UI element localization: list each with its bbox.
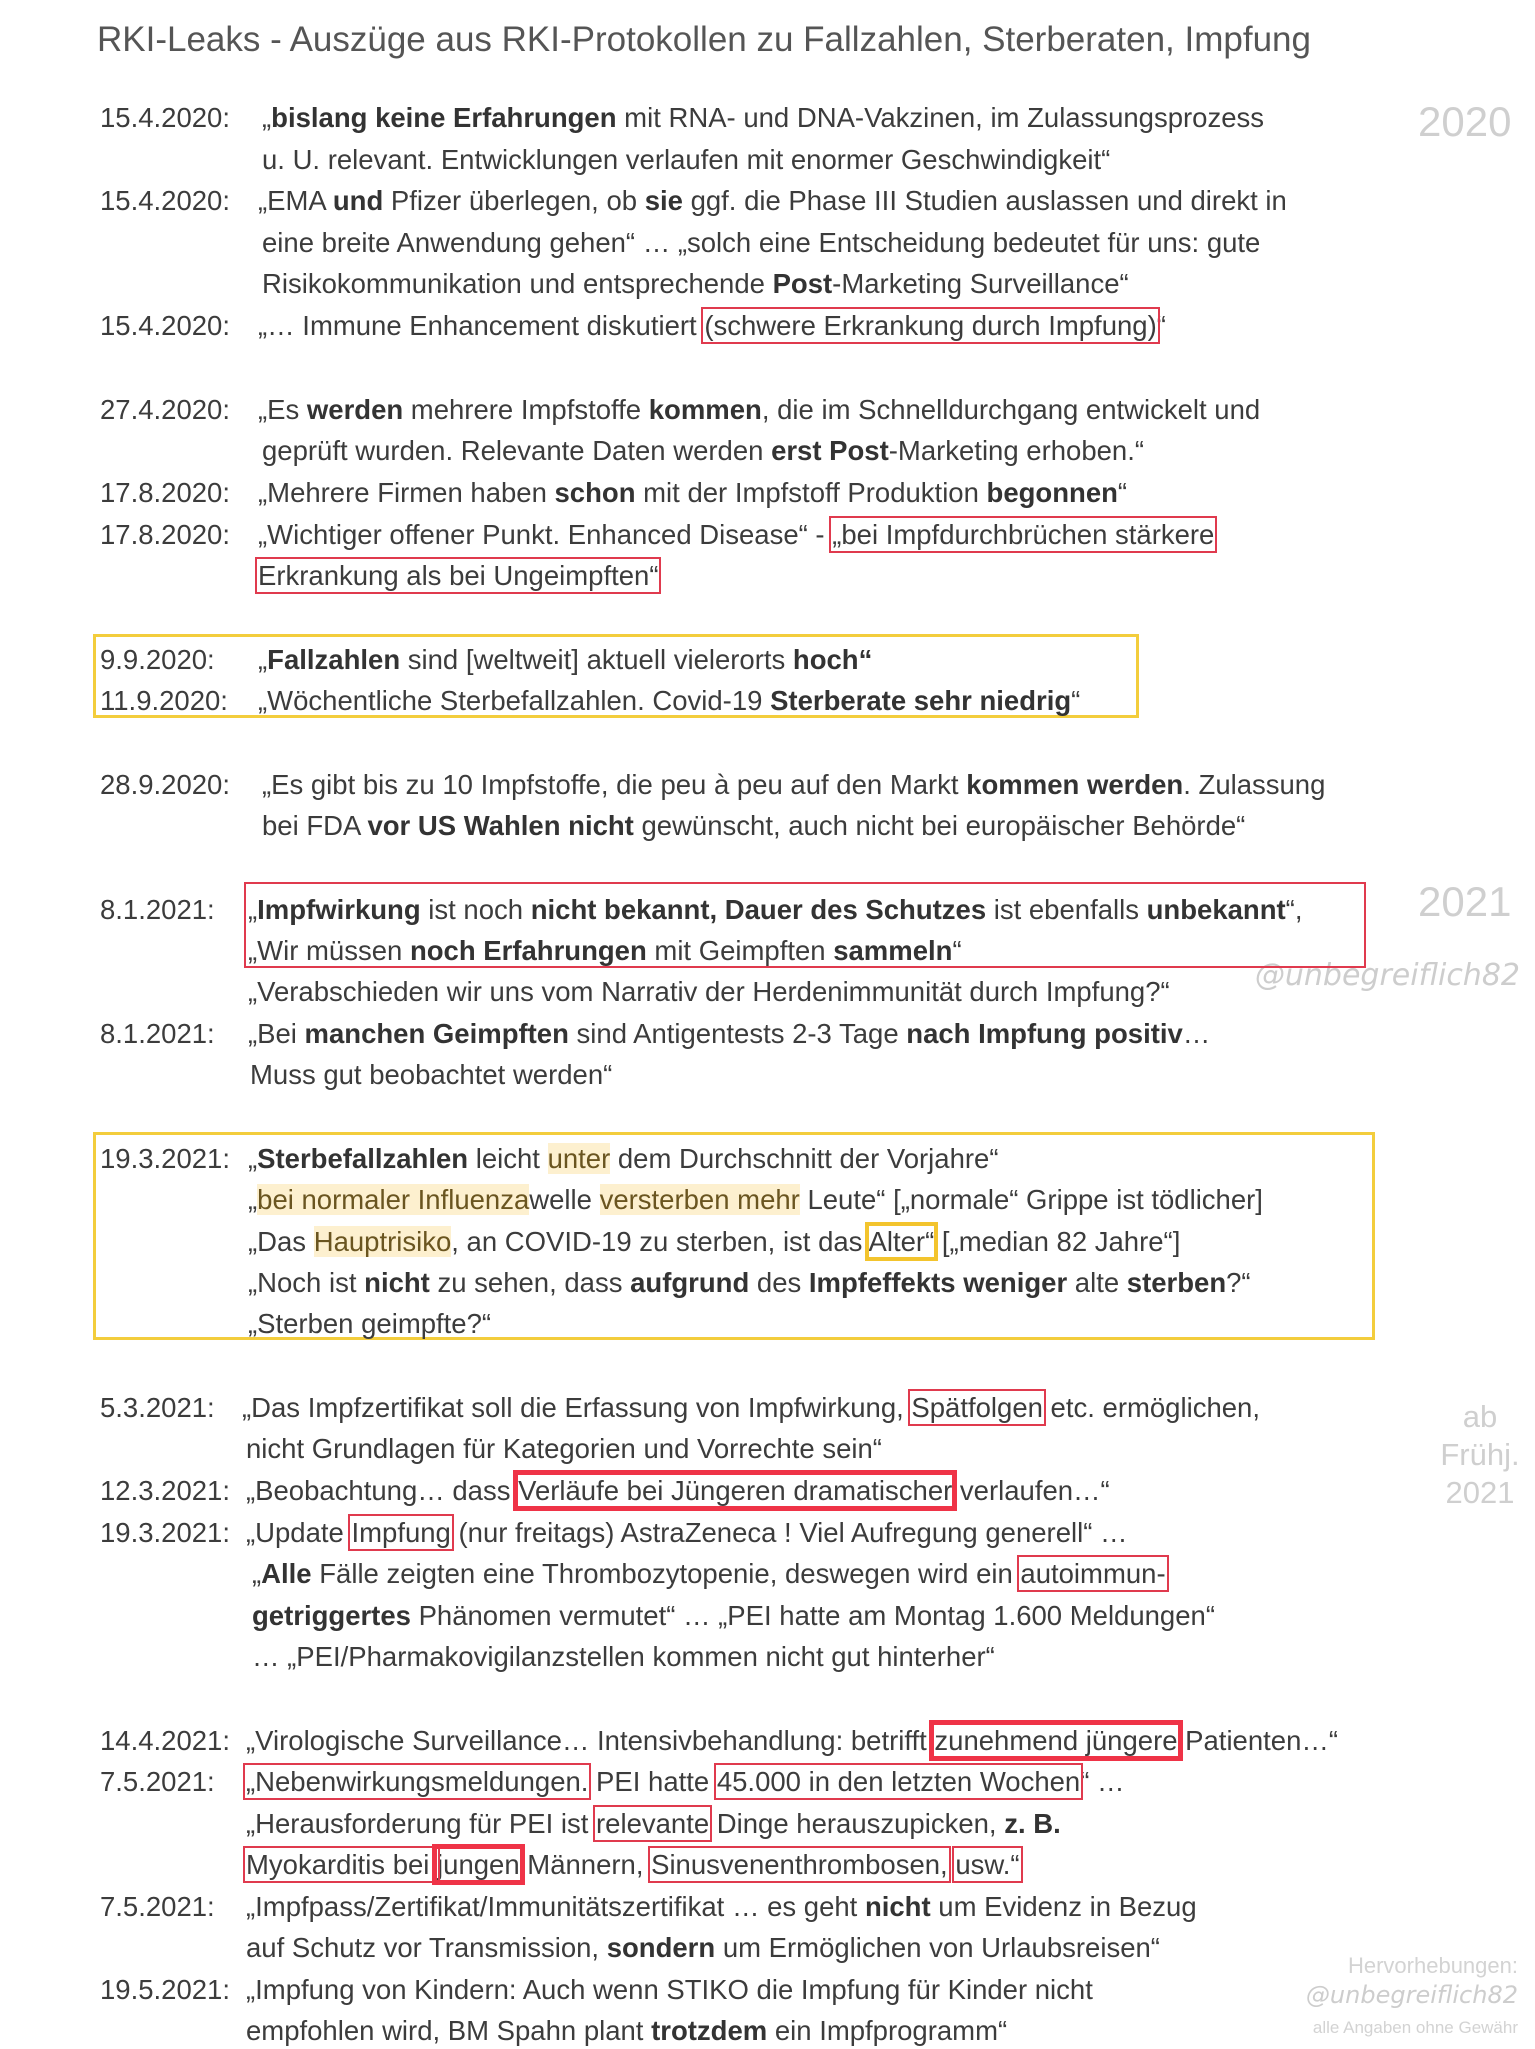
- quote-text: PEI hatte: [588, 1766, 717, 1797]
- quote-text: etc. ermöglichen,: [1042, 1392, 1260, 1423]
- quote-text: “,: [1285, 894, 1303, 925]
- entry-date: 19.3.2021:: [100, 1143, 230, 1174]
- quote-text: Fälle zeigten eine Thrombozytopenie, deswegen wird ein: [311, 1558, 1021, 1589]
- entry-quote-line: [246, 2013, 1007, 2049]
- quote-text: Leute“ [„normale“ Grippe ist tödlicher]: [799, 1184, 1263, 1215]
- quote-text: Patienten…“: [1177, 1725, 1339, 1756]
- footer-disclaimer: alle Angaben ohne Gewähr: [1312, 2018, 1518, 2037]
- quote-text: alte: [1067, 1267, 1127, 1298]
- quote-text: „Verabschieden wir uns vom Narrativ der Herdenimmunität durch Impfung?“: [248, 976, 1170, 1007]
- quote-text: u. U. relevant. Entwicklungen verlaufen mit enormer Geschwindigkeit“: [262, 144, 1111, 175]
- red-thick-highlight-box: zunehmend jüngere: [934, 1725, 1178, 1756]
- quote-text: „Noch ist: [248, 1267, 365, 1298]
- bold-emphasis: manchen Geimpften: [304, 1018, 569, 1049]
- red-highlight-box: autoimmun-: [1020, 1558, 1166, 1589]
- quote-text: mit Geimpften: [646, 935, 834, 966]
- bold-emphasis: Alle: [261, 1558, 312, 1589]
- quote-text: „Das: [248, 1226, 314, 1257]
- bold-emphasis: Impfwirkung: [257, 894, 421, 925]
- red-highlight-box: Spätfolgen: [911, 1392, 1043, 1423]
- quote-text: zu sehen, dass: [429, 1267, 631, 1298]
- quote-text: Muss gut beobachtet werden“: [250, 1059, 613, 1090]
- bold-emphasis: Fallzahlen: [267, 644, 401, 675]
- bold-emphasis: getriggertes: [252, 1600, 411, 1631]
- red-highlight-box: „Nebenwirkungsmeldungen.: [246, 1766, 589, 1797]
- quote-text: geprüft wurden. Relevante Daten werden: [262, 435, 772, 466]
- quote-text: mehrere Impfstoffe: [403, 394, 649, 425]
- entry-quote-line: [246, 1764, 1125, 1800]
- quote-text: nicht Grundlagen für Kategorien und Vorrechte sein“: [246, 1433, 882, 1464]
- entry-date: 7.5.2021:: [100, 1891, 215, 1922]
- quote-text: „Impfpass/Zertifikat/Immunitätszertifikat … es geht: [246, 1891, 865, 1922]
- entry-quote-line: [262, 266, 1129, 302]
- quote-text: „Es: [258, 394, 307, 425]
- bold-emphasis: sterben: [1126, 1267, 1227, 1298]
- quote-text: leicht: [468, 1143, 548, 1174]
- quote-text: bei FDA: [262, 810, 368, 841]
- quote-text: „Sterben geimpfte?“: [248, 1308, 492, 1339]
- quote-text: . Zulassung: [1183, 769, 1326, 800]
- quote-text: sind [weltweit] aktuell vielerorts: [400, 644, 793, 675]
- entry-quote-line: [262, 433, 1144, 469]
- quote-text: -Marketing erhoben.“: [888, 435, 1145, 466]
- entry-quote-line: [246, 1806, 1061, 1842]
- entry-quote-line: [252, 1639, 995, 1675]
- page-title: RKI-Leaks - Auszüge aus RKI-Protokollen zu Fallzahlen, Sterberaten, Impfung: [97, 20, 1311, 59]
- quote-text: “ …: [1080, 1766, 1125, 1797]
- bold-emphasis: Post: [772, 268, 833, 299]
- quote-text: dem Durchschnitt der Vorjahre“: [610, 1143, 999, 1174]
- entry-date: 8.1.2021:: [100, 1018, 215, 1049]
- yellow-text-highlight: Hauptrisiko: [313, 1226, 452, 1257]
- entry-quote-line: [248, 1016, 1210, 1052]
- entry-date: 19.5.2021:: [100, 1974, 230, 2005]
- spring-label-line-1: ab: [1462, 1399, 1498, 1434]
- quote-text: ?“: [1226, 1267, 1251, 1298]
- bold-emphasis: Impfeffekts weniger: [808, 1267, 1068, 1298]
- entry-quote-line: [258, 683, 1080, 719]
- quote-text: -Marketing Surveillance“: [832, 268, 1129, 299]
- quote-text: , die im Schnelldurchgang entwickelt und: [761, 394, 1261, 425]
- quote-text: „: [262, 102, 272, 133]
- entry-date: 7.5.2021:: [100, 1766, 215, 1797]
- entry-date: 17.8.2020:: [100, 519, 230, 550]
- quote-text: auf Schutz vor Transmission,: [246, 1932, 607, 1963]
- bold-emphasis: schon: [554, 477, 636, 508]
- entry-quote-line: [258, 558, 658, 594]
- entry-quote-line: [248, 1306, 491, 1342]
- entry-quote-line: [248, 1182, 1263, 1218]
- bold-emphasis: kommen werden: [966, 769, 1184, 800]
- entry-quote-line: [248, 933, 962, 969]
- entry-quote-line: [262, 225, 1260, 261]
- bold-emphasis: vor US Wahlen nicht: [367, 810, 634, 841]
- entry-quote-line: [258, 308, 1166, 344]
- quote-text: (nur freitags) AstraZeneca ! Viel Aufregung generell“ …: [450, 1517, 1128, 1548]
- quote-text: „Wir müssen: [248, 935, 410, 966]
- quote-text: „Impfung von Kindern: Auch wenn STIKO die Impfung für Kinder nicht: [246, 1974, 1093, 2005]
- quote-text: “: [1156, 310, 1166, 341]
- entry-date: 28.9.2020:: [100, 769, 230, 800]
- red-highlight-box: (schwere Erkrankung durch Impfung): [704, 310, 1157, 341]
- footer-highlights-label: Hervorhebungen:: [1347, 1953, 1518, 1978]
- quote-text: , an COVID-19 zu sterben, ist das: [451, 1226, 869, 1257]
- quote-text: um Evidenz in Bezug: [930, 1891, 1197, 1922]
- entry-date: 5.3.2021:: [100, 1392, 215, 1423]
- entry-quote-line: [258, 475, 1127, 511]
- bold-emphasis: und: [332, 185, 384, 216]
- quote-text: Pfizer überlegen, ob: [383, 185, 645, 216]
- year-label-2020: 2020: [1418, 98, 1512, 145]
- entry-quote-line: [246, 1473, 1110, 1509]
- bold-emphasis: begonnen: [986, 477, 1118, 508]
- quote-text: „Update: [246, 1517, 352, 1548]
- yellow-highlight-box: Alter“: [868, 1226, 935, 1257]
- entry-date: 19.3.2021:: [100, 1517, 230, 1548]
- quote-text: „: [248, 1184, 258, 1215]
- quote-text: „Mehrere Firmen haben: [258, 477, 555, 508]
- entry-quote-line: [246, 1515, 1128, 1551]
- entry-quote-line: [246, 1972, 1093, 2008]
- quote-text: empfohlen wird, BM Spahn plant: [246, 2015, 652, 2046]
- quote-text: “: [1117, 477, 1128, 508]
- quote-text: welle: [529, 1184, 600, 1215]
- quote-text: mit der Impfstoff Produktion: [635, 477, 987, 508]
- quote-text: “: [952, 935, 962, 966]
- bold-emphasis: nicht: [864, 1891, 931, 1922]
- year-label-2021: 2021: [1418, 878, 1512, 925]
- quote-text: ist ebenfalls: [986, 894, 1147, 925]
- bold-emphasis: nicht bekannt, Dauer des Schutzes: [530, 894, 987, 925]
- entry-quote-line: [258, 517, 1214, 553]
- quote-text: „Das Impfzertifikat soll die Erfassung von Impfwirkung,: [242, 1392, 912, 1423]
- quote-text: [„median 82 Jahre“]: [934, 1226, 1181, 1257]
- yellow-text-highlight: bei normaler Influenza: [257, 1184, 530, 1215]
- red-highlight-box: Sinusvenenthrombosen,: [651, 1849, 948, 1880]
- entry-quote-line: [252, 1556, 1166, 1592]
- bold-emphasis: hoch“: [792, 644, 873, 675]
- entry-quote-line: [248, 974, 1170, 1010]
- quote-text: um Ermöglichen von Urlaubsreisen“: [715, 1932, 1160, 1963]
- entry-date: 11.9.2020:: [100, 685, 228, 716]
- quote-text: ein Impfprogramm“: [767, 2015, 1008, 2046]
- entry-quote-line: [242, 1390, 1260, 1426]
- bold-emphasis: sie: [644, 185, 683, 216]
- quote-text: „: [252, 1558, 262, 1589]
- quote-text: „Bei: [248, 1018, 305, 1049]
- entry-quote-line: [258, 392, 1260, 428]
- entry-quote-line: [246, 1889, 1197, 1925]
- entry-date: 12.3.2021:: [100, 1475, 230, 1506]
- quote-text: „: [248, 894, 258, 925]
- bold-emphasis: sondern: [606, 1932, 716, 1963]
- red-highlight-box: Erkrankung als bei Ungeimpften“: [258, 560, 659, 591]
- entry-date: 15.4.2020:: [100, 185, 230, 216]
- quote-text: „Es gibt bis zu 10 Impfstoffe, die peu à peu auf den Markt: [262, 769, 967, 800]
- bold-emphasis: trotzdem: [651, 2015, 768, 2046]
- quote-text: „Wichtiger offener Punkt. Enhanced Disease“ -: [258, 519, 833, 550]
- entry-quote-line: [246, 1723, 1338, 1759]
- quote-text: ggf. die Phase III Studien auslassen und direkt in: [682, 185, 1287, 216]
- entry-date: 15.4.2020:: [100, 310, 230, 341]
- entry-quote-line: [258, 183, 1287, 219]
- quote-text: Dinge herauszupicken,: [709, 1808, 1005, 1839]
- quote-text: …: [1182, 1018, 1211, 1049]
- bold-emphasis: werden: [306, 394, 404, 425]
- entry-quote-line: [262, 808, 1245, 844]
- quote-text: mit RNA- und DNA-Vakzinen, im Zulassungsprozess: [616, 102, 1265, 133]
- entry-quote-line: [252, 1598, 1215, 1634]
- entry-quote-line: [250, 1057, 612, 1093]
- entry-quote-line: [246, 1431, 882, 1467]
- quote-text: ist noch: [420, 894, 531, 925]
- footer-handle: @unbegreiflich82: [1305, 1981, 1518, 2009]
- bold-emphasis: nicht: [364, 1267, 430, 1298]
- quote-text: Risikokommunikation und entsprechende: [262, 268, 773, 299]
- entry-date: 14.4.2021:: [100, 1725, 230, 1756]
- red-thick-highlight-box: Verläufe bei Jüngeren dramatischer: [518, 1475, 953, 1506]
- bold-emphasis: Sterbefallzahlen: [257, 1143, 469, 1174]
- red-highlight-box: relevante: [596, 1808, 710, 1839]
- bold-emphasis: bislang keine Erfahrungen: [271, 102, 617, 133]
- bold-emphasis: nach Impfung positiv: [906, 1018, 1183, 1049]
- entry-quote-line: [262, 767, 1325, 803]
- entry-quote-line: [246, 1847, 1020, 1883]
- entry-quote-line: [248, 1265, 1251, 1301]
- quote-text: verlaufen…“: [952, 1475, 1110, 1506]
- bold-emphasis: aufgrund: [630, 1267, 750, 1298]
- entry-date: 8.1.2021:: [100, 894, 215, 925]
- author-handle: @unbegreiflich82: [1254, 958, 1520, 993]
- spring-label-line-2: Frühj.: [1440, 1437, 1520, 1472]
- yellow-text-highlight: unter: [547, 1143, 611, 1174]
- entry-quote-line: [262, 100, 1264, 136]
- entry-quote-line: [246, 1930, 1160, 1966]
- bold-emphasis: noch Erfahrungen: [409, 935, 647, 966]
- entry-date: 15.4.2020:: [100, 102, 230, 133]
- bold-emphasis: erst Post: [771, 435, 889, 466]
- bold-emphasis: unbekannt: [1146, 894, 1286, 925]
- spring-label-line-3: 2021: [1445, 1475, 1515, 1510]
- spring-2021-label: [1420, 1398, 1535, 1512]
- red-highlight-box: „bei Impfdurchbrüchen stärkere: [832, 519, 1215, 550]
- quote-text: Männern,: [519, 1849, 652, 1880]
- yellow-text-highlight: versterben mehr: [599, 1184, 800, 1215]
- entry-date: 9.9.2020:: [100, 644, 215, 675]
- quote-text: „EMA: [258, 185, 333, 216]
- quote-text: „Wöchentliche Sterbefallzahlen. Covid-19: [258, 685, 771, 716]
- entry-quote-line: [248, 1224, 1180, 1260]
- quote-text: “: [1071, 685, 1081, 716]
- entry-quote-line: [262, 142, 1110, 178]
- bold-emphasis: sammeln: [833, 935, 953, 966]
- quote-text: „Herausforderung für PEI ist: [246, 1808, 597, 1839]
- quote-text: sind Antigentests 2-3 Tage: [568, 1018, 907, 1049]
- bold-emphasis: kommen: [648, 394, 762, 425]
- red-highlight-box: Impfung: [351, 1517, 451, 1548]
- quote-text: „… Immune Enhancement diskutiert: [258, 310, 705, 341]
- bold-emphasis: z. B.: [1004, 1808, 1061, 1839]
- quote-text: gewünscht, auch nicht bei europäischer Behörde“: [633, 810, 1246, 841]
- quote-text: … „PEI/Pharmakovigilanzstellen kommen nicht gut hinterher“: [252, 1641, 995, 1672]
- red-highlight-box: usw.“: [955, 1849, 1020, 1880]
- quote-text: „Virologische Surveillance… Intensivbehandlung: betrifft: [246, 1725, 935, 1756]
- red-highlight-box: Myokarditis bei: [246, 1849, 438, 1880]
- entry-quote-line: [248, 892, 1302, 928]
- quote-text: „: [248, 1143, 258, 1174]
- quote-text: „Beobachtung… dass: [246, 1475, 519, 1506]
- quote-text: Phänomen vermutet“ … „PEI hatte am Montag 1.600 Meldungen“: [410, 1600, 1215, 1631]
- quote-text: eine breite Anwendung gehen“ … „solch eine Entscheidung bedeutet für uns: gute: [262, 227, 1261, 258]
- entry-quote-line: [258, 642, 872, 678]
- red-highlight-box: 45.000 in den letzten Wochen: [716, 1766, 1081, 1797]
- bold-emphasis: Sterberate sehr niedrig: [770, 685, 1072, 716]
- quote-text: „: [258, 644, 268, 675]
- entry-quote-line: [248, 1141, 998, 1177]
- entry-date: 17.8.2020:: [100, 477, 230, 508]
- red-thick-highlight-box: jungen: [437, 1849, 520, 1880]
- entry-date: 27.4.2020:: [100, 394, 230, 425]
- quote-text: des: [749, 1267, 809, 1298]
